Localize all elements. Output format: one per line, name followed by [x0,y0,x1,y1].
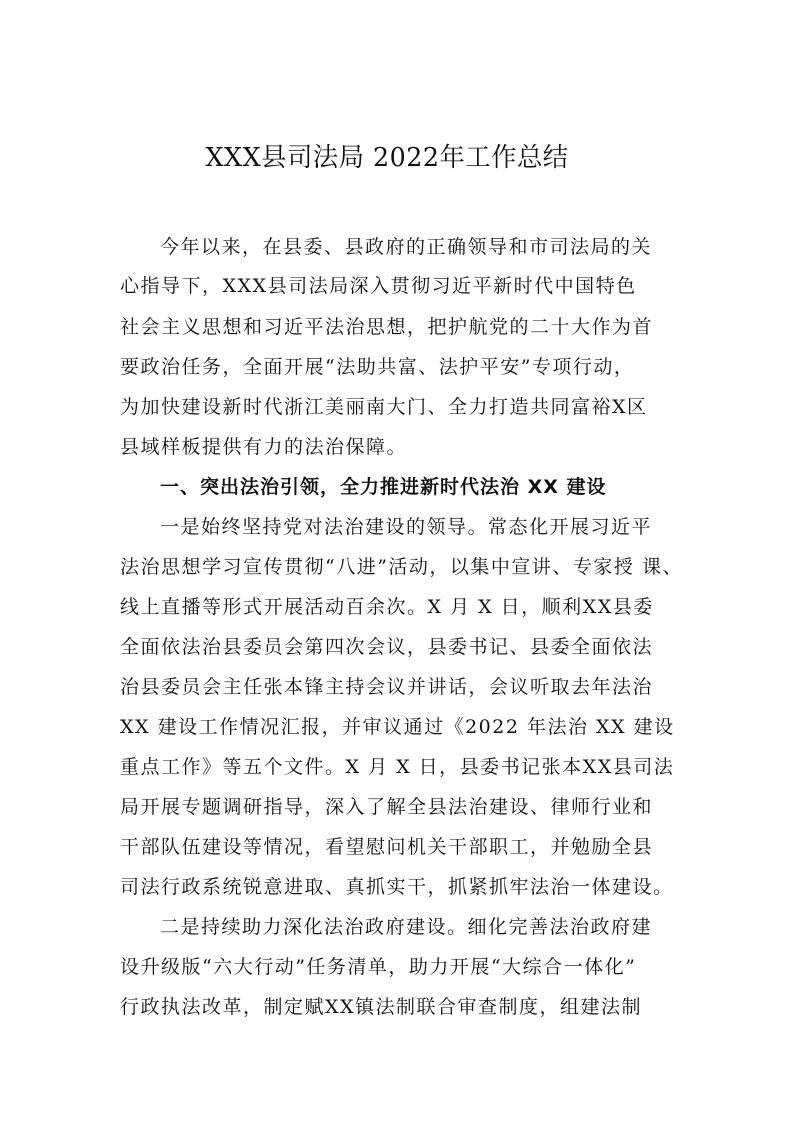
paragraph-line: 全面依法治县委员会第四次会议，县委书记、县委全面依法 [120,636,654,658]
paragraph-line: 治县委员会主任张本锋主持会议并讲话，会议听取去年法治 [120,676,654,698]
intro-line: 为加快建设新时代浙江美丽南大门、全力打造共同富裕X区 [120,396,648,418]
paragraph-line: XX 建设工作情况汇报，并审议通过《2022 年法治 XX 建设 [120,716,675,738]
paragraph-line: 法治思想学习宣传贯彻“八进”活动，以集中宣讲、专家授 课、 [120,556,683,578]
document-title: XXX县司法局 2022年工作总结 [205,143,569,173]
paragraph-line: 局开展专题调研指导，深入了解全县法治建设、律师行业和 [120,796,654,818]
intro-line: 县域样板提供有力的法治保障。 [120,436,408,458]
paragraph-line: 司法行政系统锐意进取、真抓实干，抓紧抓牢法治一体建设。 [120,876,674,898]
paragraph-line: 行政执法改革，制定赋XX镇法制联合审查制度，组建法制 [120,996,643,1018]
paragraph-line: 一是始终坚持党对法治建设的领导。常态化开展习近平 [160,516,653,538]
intro-line: 社会主义思想和习近平法治思想，把护航党的二十大作为首 [120,316,654,338]
paragraph-line: 线上直播等形式开展活动百余次。X 月 X 日，顺利XX县委 [120,596,654,618]
intro-line: 要政治任务，全面开展“法助共富、法护平安”专项行动， [120,356,635,378]
paragraph-line: 重点工作》等五个文件。X 月 X 日，县委书记张本XX县司法 [120,756,675,778]
paragraph-line: 设升级版“六大行动”任务清单，助力开展“大综合一体化” [120,956,637,978]
paragraph-line: 干部队伍建设等情况，看望慰问机关干部职工，并勉励全县 [120,836,654,858]
section-heading: 一、突出法治引领，全力推进新时代法治 XX 建设 [160,476,607,498]
intro-line: 今年以来，在县委、县政府的正确领导和市司法局的关 [160,236,653,258]
intro-line: 心指导下，XXX县司法局深入贯彻习近平新时代中国特色 [120,275,637,297]
paragraph-line: 二是持续助力深化法治政府建设。细化完善法治政府建 [160,916,653,938]
